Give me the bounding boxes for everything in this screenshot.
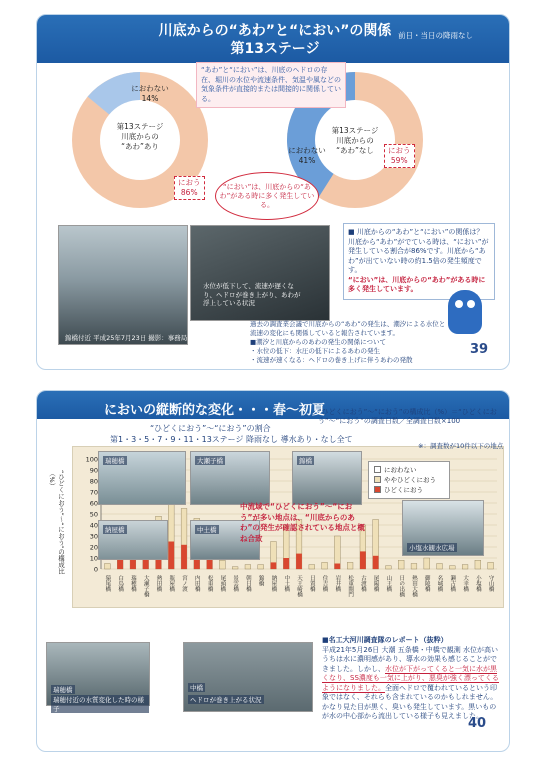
- x-tick-label: 朝日橋: [244, 575, 251, 592]
- photo-stage-2: [190, 451, 270, 505]
- page-number-40: 40: [468, 716, 487, 731]
- bar-total: [462, 565, 468, 569]
- seg-value: 86%: [180, 188, 198, 197]
- x-tick-label: 瑞穂橋: [129, 575, 136, 592]
- y-tick-label: 70: [89, 488, 98, 497]
- bar-total: [105, 564, 111, 570]
- page-40-subtitle-2: 第1・3・5・7・9・11・13ステージ 降雨なし 導水あり・なし全て: [110, 435, 353, 444]
- bar-total: [258, 565, 264, 569]
- bar-severe: [181, 545, 187, 569]
- bar-severe: [360, 551, 366, 569]
- bar-total: [322, 562, 328, 569]
- x-tick-label: 宮ノ渡: [181, 575, 188, 592]
- x-tick-label: 白鳥橋: [117, 575, 124, 592]
- y-tick-label: 100: [85, 455, 98, 464]
- note-line: ・流速が速くなる：ヘドロの巻き上げに伴うあわの発散: [250, 356, 413, 364]
- chart-note: ※：調査数が10件以下の地点: [418, 442, 504, 450]
- legend-swatch: [374, 466, 381, 473]
- center-line: 川底からの: [121, 132, 159, 141]
- info-body: 川底から“あわ”がでている時は、“におい”が発生している割合が86%です。川底から“あわ”が出ていない時の約1.5倍の発生頻度です。: [348, 237, 489, 274]
- center-line: 川底からの: [336, 136, 374, 145]
- y-axis-label: “ひどくにおう”～“におう”の構成比（%）: [48, 470, 65, 575]
- bar-total: [232, 567, 238, 569]
- bar-total: [309, 565, 315, 569]
- bar-severe: [283, 558, 289, 569]
- formula: “ひどくにおう”～“におう”の構成比（%）＝“ひどくにおう”～“におう”の調査日数／全調査日数×100: [318, 408, 497, 425]
- photo-stage-4: [98, 520, 168, 560]
- seg-name: におわない: [131, 84, 169, 93]
- y-tick-label: 40: [89, 521, 98, 530]
- report-title: ■名工大河川調査隊のレポート（抜粋）: [322, 636, 448, 644]
- seg-name: におう: [178, 178, 201, 187]
- legend-swatch: [374, 476, 381, 483]
- corner-note: 前日・当日の降雨なし: [398, 31, 473, 40]
- y-tick-label: 20: [89, 543, 98, 552]
- page-40-subtitle: “ひどくにおう”～“におう”の割合: [150, 424, 271, 433]
- photo-bottom-middle: [183, 642, 313, 712]
- x-tick-label: 守山橋: [487, 575, 494, 592]
- mid-note: 中流域で“ひどくにおう”～“におう”が多い地点は、“川底からのあわ”の発生が確認されている地点と概ね合致: [240, 502, 365, 543]
- x-tick-label: 大幸橋: [462, 575, 469, 592]
- bar-total: [411, 564, 417, 570]
- bar-total: [219, 560, 225, 569]
- x-tick-label: 日置橋: [308, 575, 315, 592]
- right-seg-a-label: [283, 146, 331, 166]
- info-highlight: “におい”は、川底からの“あわ”がある時に多く発生しています。: [348, 275, 486, 293]
- report-block: [322, 636, 502, 722]
- y-tick-label: 10: [89, 554, 98, 563]
- y-tick-label: 90: [89, 466, 98, 475]
- seg-name: におわない: [288, 146, 326, 155]
- report-body-highlight: 水位が下がってくると一気に水が黒くなり、SS濃度も一気に上がり、悪臭が強く漂ってくるようになりました。: [322, 664, 499, 692]
- report-body: 平成21年5月26日 大潮 五条橋・中橋で観測 水位が高いうちは水に濃明感があり、導水の効果も感じることができました。しかし、: [322, 645, 498, 673]
- photo-river-bank: [58, 225, 188, 345]
- bar-severe: [296, 554, 302, 569]
- chart-legend: [368, 461, 450, 499]
- photo-tag: 中土橋: [197, 526, 217, 534]
- photo-tag: 納屋橋: [105, 526, 125, 534]
- left-seg-a-label: [125, 84, 175, 104]
- x-tick-label: 大瀬子橋: [142, 575, 149, 597]
- pink-note: “あわ”と“におい”は、川底のヘドロの存在、堀川の水位や流速条件、気温や風などの気象条件が直接的または間接的に関係している。: [196, 62, 346, 108]
- title-line-2: 第13ステージ: [230, 41, 320, 57]
- x-tick-label: 中土橋: [283, 575, 290, 592]
- bar-severe: [271, 562, 277, 569]
- x-tick-label: 松重閘門: [347, 575, 354, 597]
- x-tick-label: 猿尾橋: [104, 575, 111, 592]
- bar-total: [437, 564, 443, 570]
- left-seg-b-label: [174, 176, 205, 200]
- mascot-eye-icon: [455, 300, 463, 308]
- y-tick-label: 60: [89, 499, 98, 508]
- y-tick-label: 50: [89, 510, 98, 519]
- legend-item: [374, 465, 444, 475]
- info-question: ■ 川底からの“あわ”と“におい”の関係は？: [348, 228, 484, 236]
- oval-note: “におい”は、川底からの“あわ”がある時に多く発生している。: [215, 172, 319, 220]
- x-tick-label: 御陵橋: [423, 575, 430, 592]
- bar-total: [424, 558, 430, 569]
- seg-name: におう: [388, 146, 411, 155]
- center-line: 第13ステージ: [116, 122, 164, 131]
- photo-tag: 瑞穂付近の水質変化した時の様子: [51, 695, 149, 713]
- page-40-title: においの縦断的な変化・・・春～初夏: [104, 403, 326, 418]
- photo-tag: 瑞穂橋: [53, 686, 73, 694]
- left-donut-center: [104, 122, 176, 152]
- mascot-icon: [448, 290, 482, 334]
- x-tick-label: 内田橋: [193, 575, 200, 592]
- x-tick-label: 名城橋: [436, 575, 443, 592]
- right-seg-b-label: [384, 144, 415, 168]
- x-tick-label: 錦橋: [257, 575, 264, 586]
- bar-total: [245, 565, 251, 569]
- x-tick-label: 松重橋: [206, 575, 213, 592]
- x-tick-label: 古渡橋: [359, 575, 366, 592]
- center-line: “あわ”なし: [336, 146, 374, 155]
- bar-severe: [373, 556, 379, 569]
- center-line: “あわ”あり: [121, 142, 159, 151]
- x-tick-label: 山王橋: [385, 575, 392, 592]
- legend-item: [374, 485, 444, 495]
- photo-foam: [190, 225, 330, 321]
- bar-total: [386, 566, 392, 569]
- photo-tag: 小塩水観水広場: [409, 544, 455, 552]
- x-tick-label: 住吉橋: [321, 575, 328, 592]
- title-line-1: 川底からの“あわ”と“におい”の関係: [158, 23, 392, 39]
- bar-total: [449, 566, 455, 569]
- legend-label: ややひどくにおう: [384, 476, 436, 484]
- center-line: 第13ステージ: [331, 126, 379, 135]
- legend-item: [374, 475, 444, 485]
- photo-stage-1: [98, 451, 186, 505]
- photo-tag: ヘドロが巻き上がる状況: [190, 696, 262, 704]
- bar-total: [488, 562, 494, 569]
- info-box: [343, 223, 495, 300]
- legend-swatch: [374, 486, 381, 493]
- x-tick-label: 小塩橋: [474, 575, 481, 592]
- note-line: ・水位の低下：水圧の低下によるあわの発生: [250, 347, 380, 355]
- report-body: 全面ヘドロで覆われているという印象ではなく、それらも含まれているのかもしれません。かなり見た目が黒く、臭いも発生しています。黒いものが水の中心部から流出している様子も見えました。: [322, 683, 498, 720]
- photo-tag: 中橋: [190, 684, 203, 692]
- legend-label: ひどくにおう: [384, 486, 423, 494]
- photo-bottom-left: [46, 642, 150, 713]
- x-tick-label: 景雲橋: [232, 575, 239, 592]
- bar-total: [347, 562, 353, 569]
- photo-stage-3: [292, 451, 362, 505]
- bar-total: [398, 560, 404, 569]
- seg-value: 59%: [390, 156, 408, 165]
- seg-value: 14%: [141, 94, 159, 103]
- photo-tag: 大瀬子橋: [197, 457, 223, 465]
- note-line: ■潮汐と川底からのあわの発生の関係について: [250, 338, 387, 346]
- x-tick-label: 岩井橋: [334, 575, 341, 592]
- y-tick-label: 80: [89, 477, 98, 486]
- note-line: 過去の調査業会議で川底からの“あわ”の発生は、潮汐による水位と流速の変化にも関係していると報告されています。: [250, 320, 446, 337]
- legend-label: におわない: [384, 466, 417, 474]
- page-number-39: 39: [470, 342, 489, 357]
- x-tick-label: 尾頭橋: [219, 575, 226, 592]
- x-tick-label: 尾陽橋: [372, 575, 379, 592]
- photo-stage-6: [402, 500, 484, 556]
- x-tick-label: 瓶屋橋: [168, 575, 175, 592]
- photo-tag: 錦橋: [299, 457, 312, 465]
- x-tick-label: 納屋橋: [270, 575, 277, 592]
- x-tick-label: 天王崎橋: [296, 575, 302, 597]
- x-tick-label: 瀬古橋: [449, 575, 456, 592]
- notes-block: [250, 320, 450, 365]
- x-tick-label: 熱田大橋: [410, 575, 417, 597]
- photo-caption: 水位が低下して、流速が遅くなり、ヘドロが巻き上がり、あわが浮上している状況: [203, 282, 301, 307]
- bar-total: [475, 560, 481, 569]
- mascot-eye-icon: [467, 300, 475, 308]
- seg-value: 41%: [298, 156, 316, 165]
- bar-severe: [168, 542, 174, 570]
- y-tick-label: 0: [93, 565, 98, 574]
- photo-caption: 錦橋付近 平成25年7月23日 撮影：事務局: [65, 334, 188, 342]
- photo-tag: 瑞穂橋: [105, 457, 125, 465]
- x-tick-label: 熱田橋: [155, 575, 162, 592]
- y-tick-label: 30: [89, 532, 98, 541]
- bar-severe: [334, 564, 340, 570]
- x-tick-label: 日の出橋: [398, 575, 405, 597]
